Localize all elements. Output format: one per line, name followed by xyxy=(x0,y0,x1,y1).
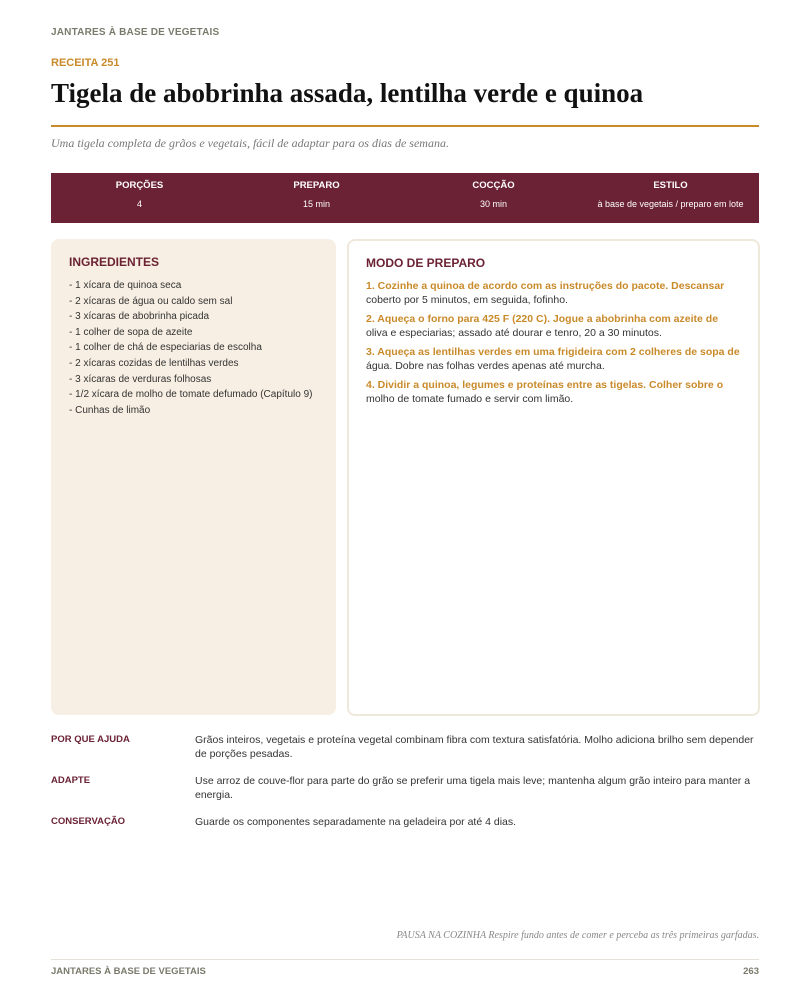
note-label: POR QUE AJUDA xyxy=(51,734,130,745)
meta-label: COCÇÃO xyxy=(472,180,515,191)
meta-prep-time xyxy=(228,173,405,223)
ingredient-item: - 1/2 xícara de molho de tomate defumado (Capítulo 9) xyxy=(69,389,313,401)
ingredient-item: - 3 xícaras de abobrinha picada xyxy=(69,311,210,323)
meta-label: PREPARO xyxy=(293,180,340,191)
method-step xyxy=(366,346,758,373)
step-lead: 1. Cozinhe a quinoa de acordo com as instruções do pacote. Descansar xyxy=(366,280,725,292)
ingredients-heading: INGREDIENTES xyxy=(69,255,160,269)
ingredient-item: - 1 colher de sopa de azeite xyxy=(69,326,193,338)
footer-rule xyxy=(51,959,759,960)
method-heading: MODO DE PREPARO xyxy=(366,256,486,270)
meta-value: 4 xyxy=(136,199,142,209)
meta-cook-time xyxy=(405,173,582,223)
kitchen-pause-note: PAUSA NA COZINHA Respire fundo antes de comer e perceba as três primeiras garfadas. xyxy=(396,930,759,941)
note-text: Guarde os componentes separadamente na geladeira por até 4 dias. xyxy=(195,816,517,828)
step-text: molho de tomate fumado e servir com limão. xyxy=(366,393,574,405)
meta-value: 30 min xyxy=(479,199,507,209)
step-lead: 2. Aqueça o forno para 425 F (220 C). Jogue a abobrinha com azeite de xyxy=(366,313,719,325)
meta-style xyxy=(582,173,759,223)
ingredient-item: - Cunhas de limão xyxy=(69,404,151,416)
meta-label: ESTILO xyxy=(653,180,688,191)
recipe-subtitle: Uma tigela completa de grãos e vegetais, fácil de adaptar para os dias de semana. xyxy=(51,136,449,150)
step-text: água. Dobre nas folhas verdes apenas até murcha. xyxy=(366,360,605,372)
note-storage xyxy=(51,815,759,829)
recipe-number: RECEITA 251 xyxy=(51,57,120,69)
note-label: ADAPTE xyxy=(51,775,91,786)
ingredients-list xyxy=(69,279,320,417)
ingredient-item: - 1 xícara de quinoa seca xyxy=(69,280,182,291)
recipe-title: Tigela de abobrinha assada, lentilha verde e quinoa xyxy=(51,78,644,108)
method-step xyxy=(366,280,758,307)
meta-value: à base de vegetais / preparo em lote xyxy=(597,199,744,209)
recipe-notes xyxy=(51,733,759,842)
page-number: 263 xyxy=(743,966,759,977)
note-label: CONSERVAÇÃO xyxy=(51,816,126,827)
step-text: oliva e especiarias; assado até dourar e tenro, 20 a 30 minutos. xyxy=(366,327,662,339)
footer-section: JANTARES À BASE DE VEGETAIS xyxy=(51,966,206,977)
ingredient-item: - 1 colher de chá de especiarias de escolha xyxy=(69,342,262,354)
title-rule xyxy=(51,125,759,127)
ingredient-item: - 2 xícaras de água ou caldo sem sal xyxy=(69,295,233,307)
meta-servings xyxy=(51,173,228,223)
step-text: coberto por 5 minutos, em seguida, fofinho. xyxy=(366,294,568,306)
step-lead: 4. Dividir a quinoa, legumes e proteínas entre as tigelas. Colher sobre o xyxy=(366,379,724,391)
method-box xyxy=(347,239,760,716)
note-adapt xyxy=(51,774,759,802)
recipe-meta-bar xyxy=(51,173,759,223)
ingredients-box xyxy=(51,239,336,715)
running-head: JANTARES À BASE DE VEGETAIS xyxy=(51,27,220,38)
method-step xyxy=(366,379,758,406)
ingredient-item: - 3 xícaras de verduras folhosas xyxy=(69,373,212,385)
method-step xyxy=(366,313,758,340)
note-text: Use arroz de couve-flor para parte do grão se preferir uma tigela mais leve; mantenha algum grão inteiro para manter a energia. xyxy=(195,775,751,801)
step-lead: 3. Aqueça as lentilhas verdes em uma frigideira com 2 colheres de sopa de xyxy=(366,346,740,358)
note-text: Grãos inteiros, vegetais e proteína vegetal combinam fibra com textura satisfatória. Molho adiciona brilho sem depender de porções pesadas. xyxy=(195,734,754,760)
ingredient-item: - 2 xícaras cozidas de lentilhas verdes xyxy=(69,357,239,369)
meta-label: PORÇÕES xyxy=(115,180,164,191)
meta-value: 15 min xyxy=(302,199,330,209)
method-steps xyxy=(366,280,758,406)
note-why-it-helps xyxy=(51,733,759,761)
